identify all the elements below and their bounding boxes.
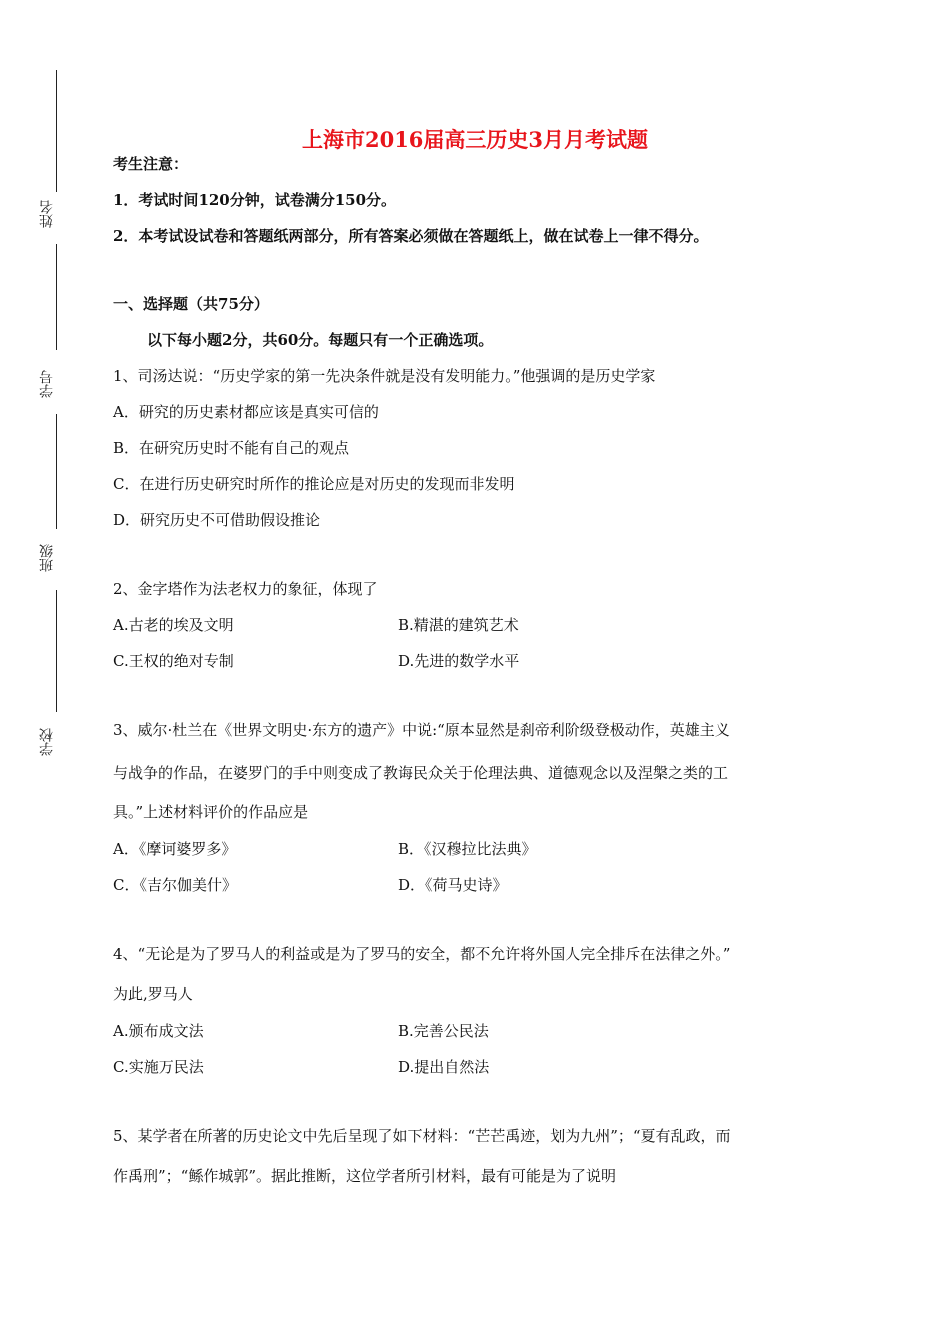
- question-4-stem-line-1: 4、“无论是为了罗马人的利益或是为了罗马的安全，都不允许将外国人完全排斥在法律之外。”: [113, 945, 731, 963]
- notice-item-1: 1．考试时间120分钟，试卷满分150分。: [113, 191, 397, 209]
- question-4-stem-line-2: 为此,罗马人: [113, 985, 193, 1003]
- question-1-option-b: B．在研究历史时不能有自己的观点: [113, 439, 350, 457]
- question-2-option-a: A.古老的埃及文明: [113, 616, 234, 634]
- question-2-option-d: D.先进的数学水平: [398, 652, 520, 670]
- question-1-stem: 1、司汤达说：“历史学家的第一先决条件就是没有发明能力。”他强调的是历史学家: [113, 367, 656, 385]
- page-title: 上海市2016届高三历史3月月考试题: [301, 127, 649, 152]
- question-5-stem-line-2: 作禹刑”；“鲧作城郭”。据此推断，这位学者所引材料，最有可能是为了说明: [113, 1167, 617, 1185]
- question-3-option-b: B．《汉穆拉比法典》: [398, 840, 537, 858]
- question-2-option-b: B.精湛的建筑艺术: [398, 616, 519, 634]
- section-instruction: 以下每小题2分，共60分。每题只有一个正确选项。: [147, 331, 494, 349]
- school-label: 学校: [39, 728, 55, 756]
- question-4-option-c: C.实施万民法: [113, 1058, 204, 1076]
- notice-heading: 考生注意：: [113, 155, 189, 173]
- binding-line-2: [56, 244, 57, 350]
- section-heading: 一、选择题（共75分）: [113, 295, 269, 313]
- question-3-stem-line-2: 与战争的作品，在婆罗门的手中则变成了教诲民众关于伦理法典、道德观念以及涅槃之类的工: [113, 764, 729, 782]
- question-2-option-c: C.王权的绝对专制: [113, 652, 234, 670]
- name-label: 姓名: [39, 200, 55, 228]
- question-2-stem: 2、金字塔作为法老权力的象征，体现了: [113, 580, 378, 598]
- question-5-stem-line-1: 5、某学者在所著的历史论文中先后呈现了如下材料：“芒芒禹迹，划为九州”；“夏有乱政，而: [113, 1127, 731, 1145]
- question-1-option-c: C．在进行历史研究时所作的推论应是对历史的发现而非发明: [113, 475, 515, 493]
- question-3-stem-line-3: 具。”上述材料评价的作品应是: [113, 803, 309, 821]
- notice-item-2: 2．本考试设试卷和答题纸两部分，所有答案必须做在答题纸上，做在试卷上一律不得分。: [113, 227, 709, 245]
- question-4-option-b: B.完善公民法: [398, 1022, 489, 1040]
- question-3-stem-line-1: 3、威尔·杜兰在《世界文明史·东方的遗产》中说:“原本显然是刹帝利阶级登极动作，英雄主义: [113, 721, 730, 739]
- binding-line-3: [56, 414, 57, 529]
- question-3-option-a: A．《摩诃婆罗多》: [113, 840, 237, 858]
- question-3-option-d: D．《荷马史诗》: [398, 876, 508, 894]
- question-1-option-a: A．研究的历史素材都应该是真实可信的: [113, 403, 379, 421]
- question-1-option-d: D．研究历史不可借助假设推论: [113, 511, 321, 529]
- question-4-option-a: A.颁布成文法: [113, 1022, 204, 1040]
- binding-line-4: [56, 590, 57, 712]
- class-label: 班级: [39, 544, 55, 572]
- question-4-option-d: D.提出自然法: [398, 1058, 490, 1076]
- question-3-option-c: C．《吉尔伽美什》: [113, 876, 237, 894]
- student-id-label: 学号: [39, 370, 55, 398]
